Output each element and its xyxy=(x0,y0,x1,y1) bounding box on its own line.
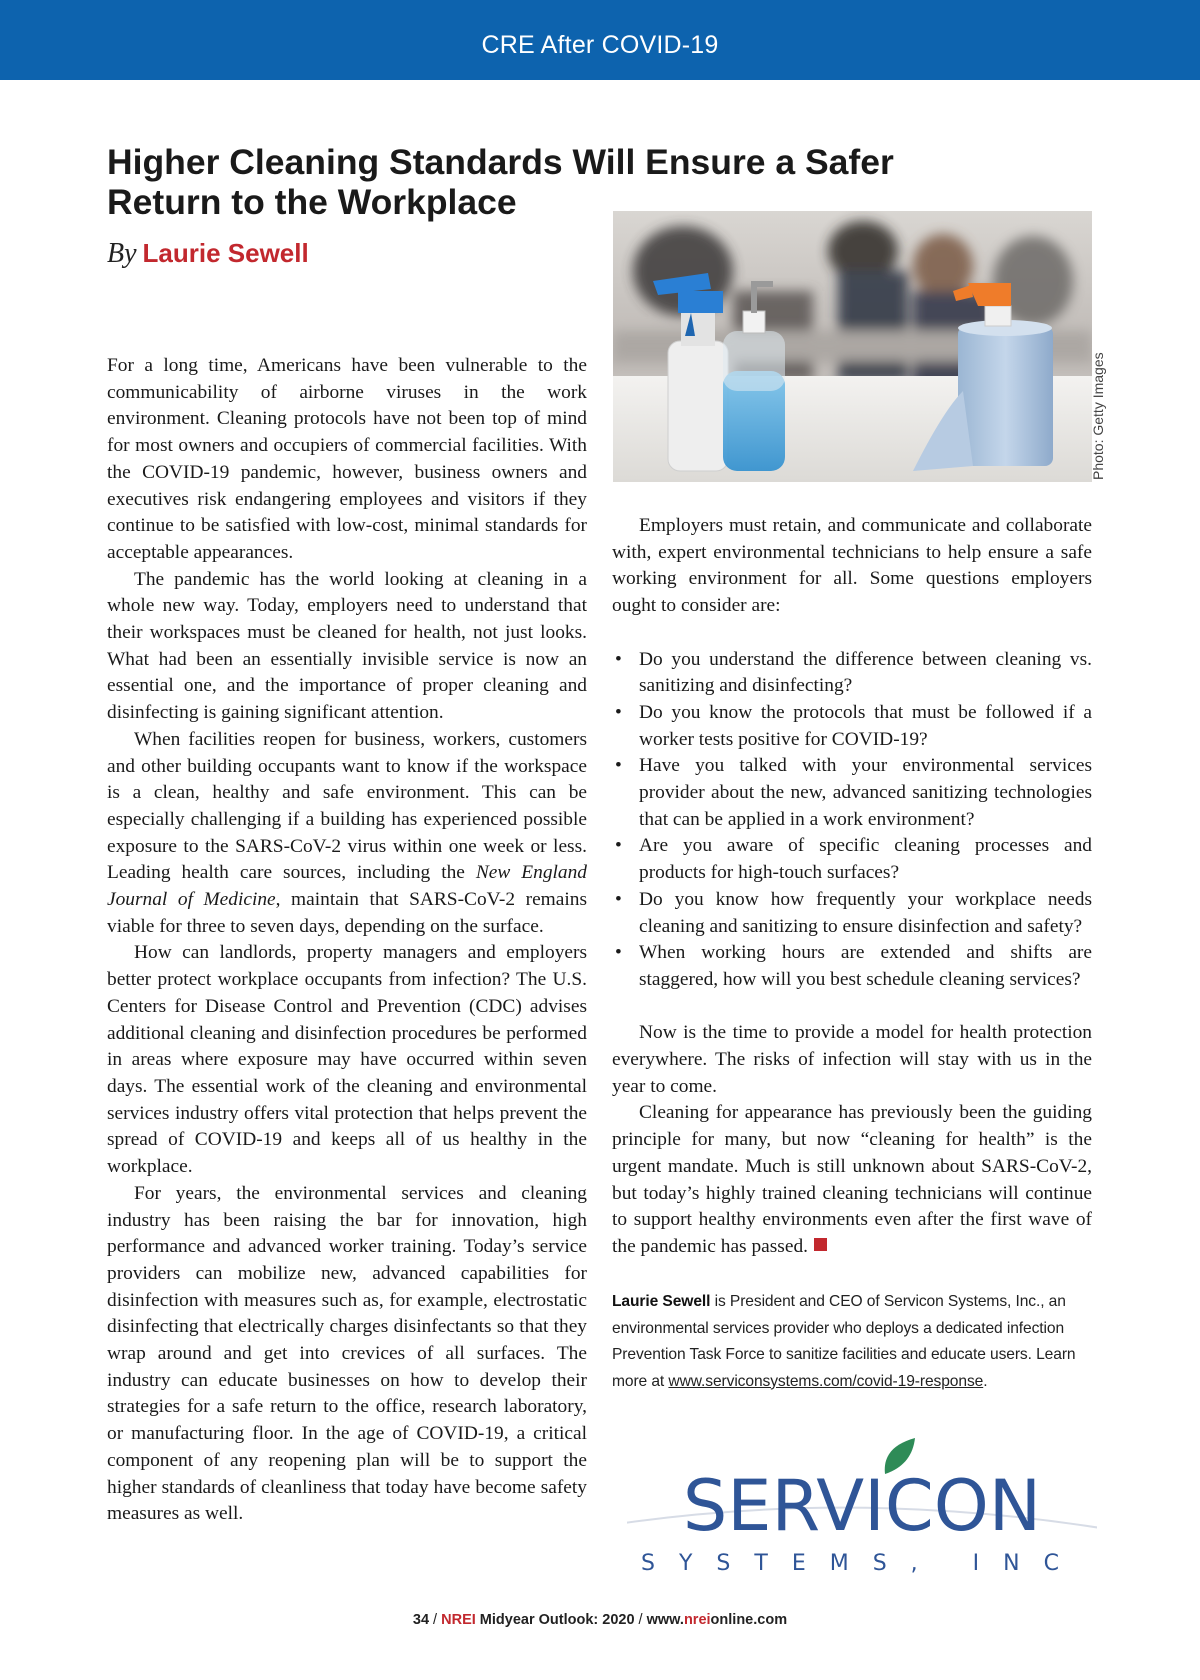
page-number: 34 xyxy=(412,1612,430,1628)
right-intro-paragraph: Employers must retain, and communicate and collaborate with, expert environmental technicians to help ensure a safe working environment for all. Some questions employers ought to consider are: xyxy=(612,515,1092,617)
paragraph-1: For a long time, Americans have been vulnerable to the communicability of airborne viruses in the work environment. Cleaning protocols have not been top of mind for most owners and occupiers of commercial facilities. With the COVID-19 pandemic, however, business owners and executives risk endangering employees and visitors if they continue to be satisfied with low-cost, minimal standards for acceptable appearances. xyxy=(107,355,587,563)
servicon-logo xyxy=(627,1434,1097,1574)
author-bio xyxy=(612,1289,1094,1395)
logo-wordmark: SERVICON xyxy=(682,1465,1042,1547)
photo-illustration xyxy=(613,211,1092,482)
bullet-icon: • xyxy=(615,648,622,670)
bio-website-link[interactable]: www.serviconsystems.com/covid-19-response xyxy=(668,1372,984,1390)
right-paragraph-3 xyxy=(612,1100,1092,1260)
list-item-text: Do you understand the difference between cleaning vs. sanitizing and disinfecting? xyxy=(639,648,1092,697)
paragraph-2: The pandemic has the world looking at cleaning in a whole new way. Today, employers need to understand that their workspaces must be cleaned for health, not just looks. What had been an essentially invisible service is now an essential one, and the importance of proper cleaning and disinfecting is gaining significant attention. xyxy=(107,568,587,724)
byline-prefix: By xyxy=(107,238,137,269)
footer-url-prefix: www. xyxy=(646,1612,684,1628)
list-item xyxy=(612,887,1092,940)
journal-title: New England Journal of Medicine xyxy=(107,862,587,911)
article-left-column xyxy=(107,353,587,1528)
list-item xyxy=(612,833,1092,886)
article-right-column xyxy=(612,513,1092,1261)
bullet-icon: • xyxy=(615,701,622,723)
list-item xyxy=(612,940,1092,993)
bullet-icon: • xyxy=(615,755,622,777)
paragraph-3-part-a: When facilities reopen for business, workers, customers and other building occupants want to know if the workspace is a clean, healthy and safe environment. This can be especially challenging if a building has experienced possible exposure to the SARS-CoV-2 virus within one week or less. Leading health care sources, including the xyxy=(107,728,587,884)
footer-brand: NREI xyxy=(441,1612,476,1628)
paragraph-3 xyxy=(107,727,587,941)
spacer xyxy=(612,620,1092,647)
footer-url-brand: nrei xyxy=(683,1612,711,1628)
article-headline: Higher Cleaning Standards Will Ensure a Safer Return to the Workplace xyxy=(107,142,894,222)
spacer xyxy=(612,994,1092,1021)
paragraph-5: For years, the environmental services and cleaning industry has been raising the bar for innovation, high performance and advanced worker training. Today’s service providers can mobilize new, advanced capabilities for disinfection with measures such as, for example, electrostatic disinfecting that electrically charges disinfectants so that they wrap around and get into crevices of all surfaces. The industry can educate businesses on how to develop their strategies for a safe return to the office, research laboratory, or manufacturing floor. In the age of COVID-19, a critical component of any reopening plan will be to support the higher standards of cleanliness that today have become safety measures as well. xyxy=(107,1182,587,1525)
footer-separator: / xyxy=(429,1612,442,1628)
bio-end: . xyxy=(983,1372,988,1390)
bio-text: is President and CEO of Servicon Systems, Inc., an environmental services provider who deploys a dedicated infection Prevention Task Force to sanitize facilities and educate users. Learn more at xyxy=(612,1293,1076,1390)
right-paragraph-3-text: Cleaning for appearance has previously been the guiding principle for many, but now “cleaning for health” is the urgent mandate. Much is still unknown about SARS-CoV-2, but today’s highly trained cleaning technicians will continue to support healthy environments even after the first wave of the pandemic has passed. xyxy=(612,1102,1092,1257)
section-title: CRE After COVID-19 xyxy=(481,31,719,59)
paragraph-3-part-b: , maintain that SARS-CoV-2 remains viable for three to seven days, depending on the surface. xyxy=(107,889,587,937)
cleaning-supplies-photo xyxy=(613,211,1092,482)
question-list xyxy=(612,647,1092,994)
photo-credit-text: Photo: Getty Images xyxy=(1090,352,1106,480)
list-item xyxy=(612,753,1092,833)
list-item-text: Do you know the protocols that must be followed if a worker tests positive for COVID-19? xyxy=(639,701,1092,750)
footer-publication: Midyear Outlook: 2020 xyxy=(475,1612,635,1628)
byline-author: Laurie Sewell xyxy=(142,238,309,268)
bullet-icon: • xyxy=(615,888,622,910)
list-item-text: Do you know how frequently your workplace needs cleaning and sanitizing to ensure disinfection and safety? xyxy=(639,888,1092,937)
bio-author-name: Laurie Sewell xyxy=(612,1293,711,1310)
bullet-icon: • xyxy=(615,835,622,857)
list-item xyxy=(612,647,1092,700)
logo-subtitle: SYSTEMS, INC xyxy=(641,1551,1083,1574)
servicon-logo-graphic xyxy=(627,1434,1097,1574)
list-item xyxy=(612,700,1092,753)
bullet-icon: • xyxy=(615,942,622,964)
footer-url-suffix: online.com xyxy=(710,1612,788,1628)
right-paragraph-2: Now is the time to provide a model for health protection everywhere. The risks of infection will stay with us in the year to come. xyxy=(612,1022,1092,1097)
end-of-article-icon xyxy=(814,1238,827,1251)
byline xyxy=(107,236,309,271)
header-banner xyxy=(0,0,1200,80)
list-item-text: When working hours are extended and shifts are staggered, how will you best schedule cleaning services? xyxy=(639,942,1092,990)
list-item-text: Have you talked with your environmental services provider about the new, advanced sanitizing technologies that can be applied in a work environment? xyxy=(639,755,1092,830)
list-item-text: Are you aware of specific cleaning processes and products for high-touch surfaces? xyxy=(639,835,1092,884)
footer-separator: / xyxy=(634,1612,647,1628)
page-footer xyxy=(0,1612,1200,1628)
paragraph-4: How can landlords, property managers and employers better protect workplace occupants from infection? The U.S. Centers for Disease Control and Prevention (CDC) advises additional cleaning and disinfection procedures be performed in areas where exposure may have occurred within seven days. The essential work of the cleaning and environmental services industry offers vital protection that helps prevent the spread of COVID-19 and keeps all of us healthy in the workplace. xyxy=(107,942,587,1178)
